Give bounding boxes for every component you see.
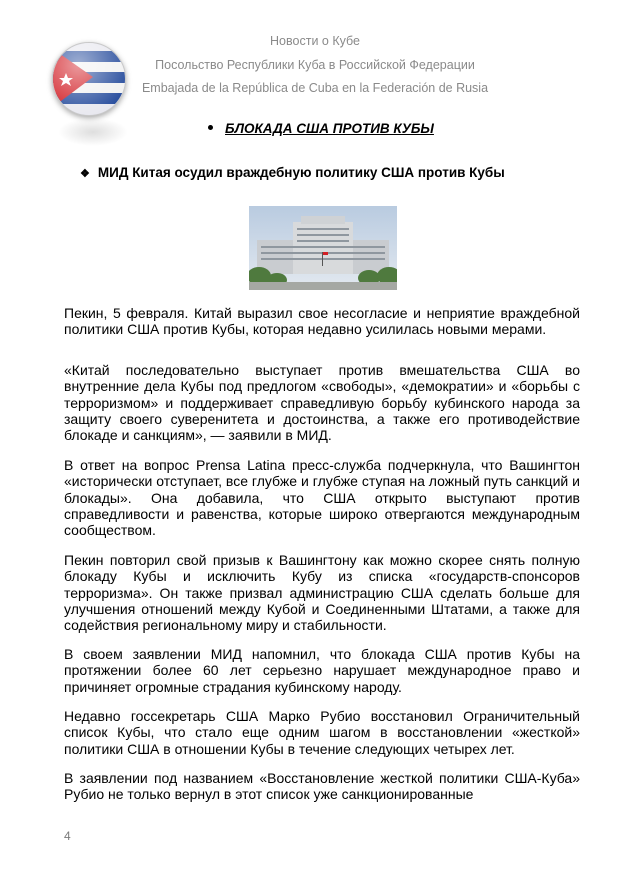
header-title: Новости о Кубе: [270, 34, 360, 48]
paragraph-2: «Китай последовательно выступает против вмешательства США во внутренние дела Кубы под предлогом «свободы», «демократии» и «борьбы с терроризмом» и поддерживает справедливую борьбу кубинского народа за защиту своего суверенитета и достоинства, а также его противодействие блокаде и санкциям», — заявили в МИД.: [64, 362, 580, 444]
section-heading: [208, 121, 434, 136]
header-embassy-ru: Посольство Республики Куба в Российской Федерации: [155, 58, 475, 72]
page-number: 4: [64, 829, 71, 843]
cuba-flag-logo-icon: [52, 42, 126, 116]
article-headline: [80, 165, 580, 180]
header-embassy-es: Embajada de la República de Cuba en la Federación de Rusia: [141, 81, 489, 95]
paragraph-6: Недавно госсекретарь США Марко Рубио восстановил Ограничительный список Кубы, что стало еще одним шагом в восстановлении «жесткой» политики США в отношении Кубы в течение следующих четырех лет.: [64, 708, 580, 757]
round-bullet-icon: [208, 125, 213, 130]
paragraph-3: В ответ на вопрос Prensa Latina пресс-служба подчеркнула, что Вашингтон «исторически отступает, все глубже и глубже ступая на ложный путь санкций и блокады». Она добавила, что США открыто выступают против справедливости и равенства, которые широко отвергаются международным сообществом.: [64, 457, 580, 539]
paragraph-1: Пекин, 5 февраля. Китай выразил свое несогласие и неприятие враждебной политики США против Кубы, которая недавно усилилась новыми мерами.: [64, 305, 580, 338]
logo-shadow: [58, 118, 128, 146]
paragraph-7: В заявлении под названием «Восстановление жесткой политики США-Куба» Рубио не только вернул в этот список уже санкционированные: [64, 770, 580, 803]
headline-text: МИД Китая осудил враждебную политику США против Кубы: [97, 165, 505, 180]
diamond-bullet-icon: ❖: [80, 168, 90, 180]
paragraph-5: В своем заявлении МИД напомнил, что блокада США против Кубы на протяжении более 60 лет серьезно нарушает международное право и причиняет огромные страдания кубинскому народу.: [64, 646, 580, 695]
section-title: БЛОКАДА США ПРОТИВ КУБЫ: [225, 121, 434, 136]
article-photo: [249, 206, 397, 290]
paragraph-4: Пекин повторил свой призыв к Вашингтону как можно скорее снять полную блокаду Кубы и исключить Кубу из списка «государств-спонсоров терроризма». Он также призвал администрацию США сделать больше для улучшения отношений между Кубой и Соединенными Штатами, а также для содействия региональному миру и стабильности.: [64, 552, 580, 634]
